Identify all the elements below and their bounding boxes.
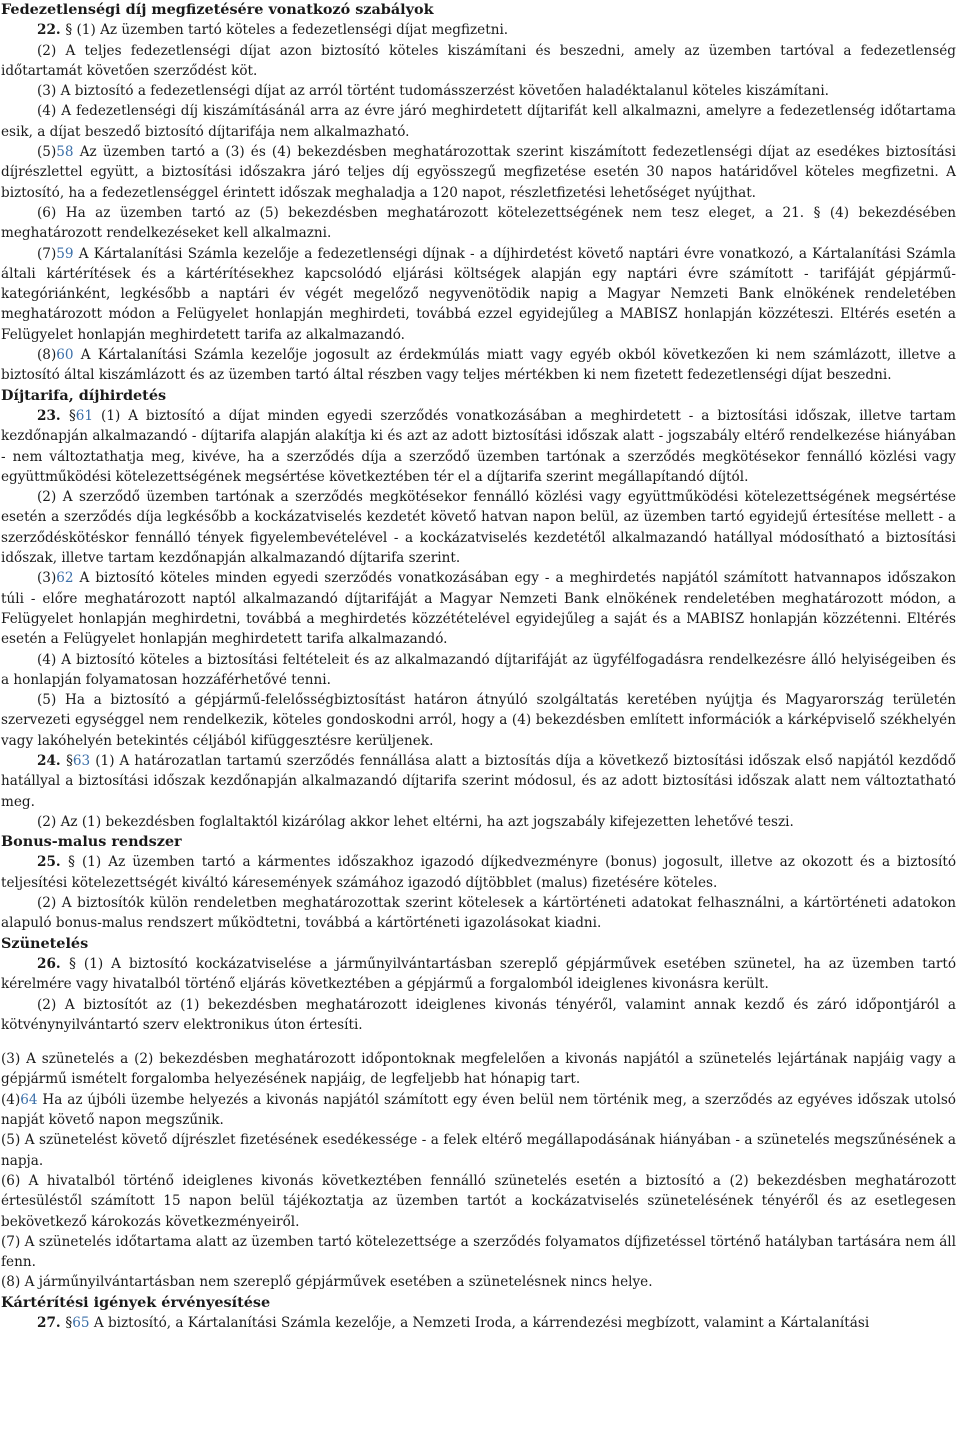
paragraph [1,41,956,82]
paragraph-text: (8) A járműnyilvántartásban nem szereplő gépjárművek esetében a szünetelésnek nincs helye. [1,1274,653,1291]
section-heading: Díjtarifa, díjhirdetés [1,386,167,404]
paragraph [1,1049,956,1090]
section-heading: Bonus-malus rendszer [1,833,182,851]
paragraph-text: (5) A szünetelést követő díjrészlet fizetésének esedékessége - a felek eltérő megállapodásának hiányában - a szünetelés megszűnésének a napja. [1,1132,956,1169]
paragraph-text: (7) A szünetelés időtartama alatt az üzemben tartó kötelezettsége a szerződés folyamatos díjfizetéssel történő hatályban tartására nem áll fenn. [1,1233,956,1271]
paragraph-text: (1) Az üzemben tartó köteles a fedezetlenségi díjat megfizetni. [72,22,509,39]
paragraph [1,852,956,893]
paragraph-text: (1) A határozatlan tartamú szerződés fennállása alatt a biztosítás díja a következő biztosítási időszak első napjától kezdődő hatállyal a biztosítási időszak kezdőnapján alkalmazandó díjtarifa szerint módosul, és az adott biztosítási időszak alatt nem változtatható meg. [1,752,956,810]
paragraph-text: Az üzemben tartó a (3) és (4) bekezdésben meghatározottak szerint kiszámított fedezetlenségi díjat az esedékes biztosítási díjrészlettel együtt, a biztosítási időszakra járó teljes díj egyösszegű megfizetése esetén 30 napos határidővel köteles megfizetni. A biztosító, ha a fedezetlenséggel érintett időszak meghaladja a 120 napot, részletfizetési lehetőséget nyújthat. [1,144,956,201]
footnote-link[interactable]: 58 [56,144,74,161]
paragraph-text: (1) A biztosító a díjat minden egyedi szerződés vonatkozásában a meghirdetett - a biztosítási időszak, illetve tartam kezdőnapján alkalmazandó - díjtarifa alapján alakítja ki és azt az adott biztosítási időszak alatt - jogszabály eltérő rendelkezése hiányában - nem változtathatja meg, kivéve, ha a szerződés díja a szerződő üzemben tartónak a szerződés megkötésekor fennálló közlési vagy együttműködési kötelezettségének megsértése következtében tér el a díjtarifa szerint megállapítandó díjtól. [1,407,956,485]
section-symbol: § [69,955,76,972]
paragraph [1,487,956,568]
section-number: 27. [37,1315,66,1331]
footnote-link[interactable]: 61 [75,407,94,424]
paragraph [1,751,956,812]
paragraph [1,568,956,649]
paragraph [1,995,956,1036]
paragraph [1,1313,956,1333]
paragraph-text: (3) A biztosító a fedezetlenségi díjat az arról történt tudomásszerzést követően haladéktalanul köteles kiszámítani. [37,83,830,100]
paragraph-text: (2) Az (1) bekezdésben foglaltaktól kizárólag akkor lehet eltérni, ha azt jogszabály kifejezetten lehetővé teszi. [37,813,794,830]
paragraph-text: (6) Ha az üzemben tartó az (5) bekezdésben meghatározott kötelezettségének nem tesz eleget, a 21. § (4) bekezdésében meghatározott rendelkezéseket kell alkalmazni. [1,204,956,242]
paragraph [1,954,956,995]
paragraph [1,101,956,142]
paragraph [1,893,956,934]
footnote-link[interactable]: 63 [72,752,91,769]
paragraph-text: (2) A biztosítót az (1) bekezdésben meghatározott ideiglenes kivonás tényéről, valamint annak kezdő és záró időpontjáról a kötvénynyilvántartó szerv elektronikus úton értesíti. [1,996,956,1033]
paragraph [1,406,956,487]
paragraph-text: (5) Ha a biztosító a gépjármű-felelősségbiztosítást határon átnyúló szolgáltatás keretében nyújtja és Magyarország területén szervezeti egységgel nem rendelkezik, köteles gondoskodni arról, hogy a (4) bekezdésben említett információk a kárképviselő székhelyén vagy lakóhelyén betekintés céljából kifüggesztésre kerüljenek. [1,692,956,749]
paragraph-text: (1) A biztosító kockázatviselése a járműnyilvántartásban szereplő gépjárművek esetében szünetel, ha az üzemben tartó kérelmére vagy hivatalból történő eljárás következtében a gépjármű a forgalomból ideiglenes kivonásra került. [1,955,956,993]
paragraph [1,1232,956,1273]
section-heading: Szünetelés [1,934,89,952]
section-heading: Kártérítési igények érvényesítése [1,1293,271,1311]
section-symbol: § [68,854,75,871]
footnote-link[interactable]: 60 [56,347,74,364]
paragraph [1,1130,956,1171]
paragraph-text: (2) A teljes fedezetlenségi díjat azon biztosító köteles kiszámítani és beszedni, amely az üzemben tartóval a fedezetlenség időtartamát követően szerződést köt. [1,42,956,79]
paragraph-text: Ha az újbóli üzembe helyezés a kivonás napjától számított egy éven belül nem történik meg, a szerződés az egyéves időszak utolsó napját követő napon megszűnik. [1,1091,956,1129]
paragraph-number: (3) [37,570,57,587]
section-number: 23. [37,407,69,424]
paragraph [1,203,956,244]
section-symbol: § [65,22,73,39]
paragraph [1,812,956,832]
paragraph [1,20,956,40]
section-heading: Fedezetlenségi díj megfizetésére vonatkozó szabályok [1,1,434,18]
paragraph-text: (6) A hivatalból történő ideiglenes kivonás következtében fennálló szünetelés esetén a biztosító a (2) bekezdésben meghatározott értesüléstől számított 15 napon belül tájékoztatja az üzemben tartót a kockázatviselés szünetelésének tényéről és az esetlegesen bekövetkező károkozás következményeiről. [1,1172,956,1230]
paragraph-text: A Kártalanítási Számla kezelője a fedezetlenségi díjnak - a díjhirdetést követő naptári évre vonatkozó, a Kártalanítási Számla általi kártérítések és a kártérítésekhez kapcsolódó eljárási költségek alapján egy naptári évre számított - tarifáját gépjármű-kategóriánként, legkésőbb a naptári év végét megelőző negyvenötödik napig a Magyar Nemzeti Bank elnökének rendeletében meghatározott módon a Felügyelet honlapján meghirdeti, továbbá ezzel egyidejűleg a MABISZ honlapján közzéteszi. Eltérés esetén a Felügyelet honlapján meghirdetett tarifa az alkalmazandó. [1,245,956,343]
paragraph-number: (5) [37,144,57,161]
footnote-link[interactable]: 62 [56,570,74,587]
paragraph [1,1171,956,1232]
paragraph [1,650,956,691]
paragraph [1,81,956,101]
paragraph [1,244,956,345]
paragraph-text: (4) A fedezetlenségi díj kiszámításánál arra az évre járó meghirdetett díjtarifát kell alkalmazni, amelyre a fedezetlenség időtartama esik, a díjat beszedő biztosító díjtarifája nem alkalmazható. [1,103,956,140]
paragraph [1,142,956,203]
footnote-link[interactable]: 59 [56,245,74,262]
paragraph-number: (4) [1,1091,21,1108]
paragraph-text: (2) A biztosítók külön rendeletben meghatározottak szerint kötelesek a kártörténeti adatokat felhasználni, a kártörténeti adatokon alapuló bonus-malus rendszert működtetni, továbbá a kártörténeti igazolásokat kiadni. [1,895,956,932]
section-symbol: § [66,752,73,769]
paragraph [1,1090,956,1131]
footnote-link[interactable]: 64 [20,1091,38,1108]
footnote-link[interactable]: 65 [72,1315,90,1331]
paragraph-text: A biztosító, a Kártalanítási Számla kezelője, a Nemzeti Iroda, a kárrendezési megbízott, valamint a Kártalanítási [89,1315,870,1331]
paragraph-number: (8) [37,347,57,364]
paragraph-text: (4) A biztosító köteles a biztosítási feltételeit és az alkalmazandó díjtarifáját az ügyfélfogadásra rendelkezésre álló helyiségeiben és a honlapján folyamatosan hozzáférhetővé tenni. [1,651,956,688]
paragraph-text: (2) A szerződő üzemben tartónak a szerződés megkötésekor fennálló közlési vagy együttműködési kötelezettségének megsértése esetén a szerződés díja legkésőbb a kockázatviselés kezdetét követő hatvan napon belül, az üzemben tartó egyidejű értesítése mellett - a szerződéskötéskor fennálló tények figyelembevételével - a kockázatviselés kezdetétől alkalmazandó hatállyal módosítható a biztosítási időszak, illetve tartam kezdőnapján alkalmazandó díjtarifa szerint. [1,489,956,567]
paragraph-text: A biztosító köteles minden egyedi szerződés vonatkozásában egy - a meghirdetés napjától számított hatvannapos időszakon túli - előre meghatározott naptól alkalmazandó díjtarifáját a Magyar Nemzeti Bank elnökének rendeletében meghatározott módon, a Felügyelet honlapján meghirdetni, továbbá a meghirdetés közzétételével egyidejűleg a saját és a MABISZ honlapján közzétenni. Eltérés esetén a Felügyelet honlapján meghirdetett tarifa alkalmazandó. [1,570,956,648]
paragraph-number: (7) [37,245,57,262]
paragraph [1,345,956,386]
paragraph-text: (3) A szünetelés a (2) bekezdésben meghatározott időpontoknak megfelelően a kivonás napjától a szünetelés lejártának napjáig vagy a gépjármű ismételt forgalomba helyezésének napjáig, de legfeljebb hat hónapig tart. [1,1051,956,1088]
paragraph [1,1272,956,1292]
section-number: 22. [37,22,66,39]
paragraph-text: (1) Az üzemben tartó a kármentes időszakhoz igazodó díjkedvezményre (bonus) jogosult, illetve az okozott és a biztosító teljesítési kötelezettségét kiváltó káresemények számához igazodó díjtöbblet (malus) fizetésére köteles. [1,854,956,891]
section-symbol: § [68,407,76,424]
paragraph-text: A Kártalanítási Számla kezelője jogosult az érdekmúlás miatt vagy egyéb okból következően ki nem számlázott, illetve a biztosító által kiszámlázott és az üzemben tartó által részben vagy teljes mértékben ki nem fizetett fedezetlenségi díjat beszedni. [1,347,956,384]
section-symbol: § [65,1315,73,1331]
section-number: 24. [37,752,67,769]
section-number: 26. [37,955,70,972]
paragraph [1,690,956,751]
section-number: 25. [37,854,69,871]
